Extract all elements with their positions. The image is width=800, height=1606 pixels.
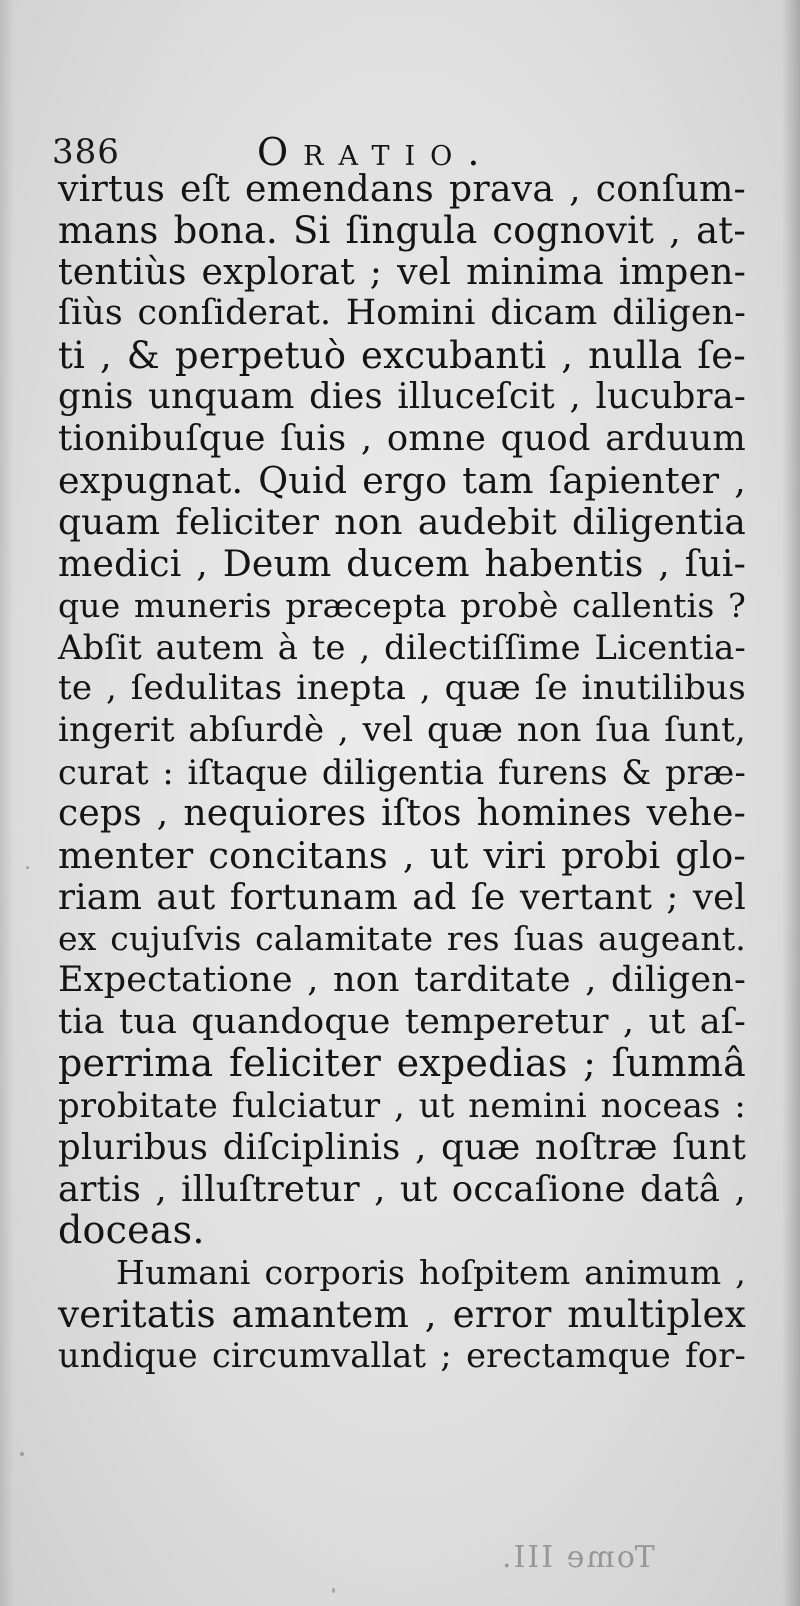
text-line: ingerit abſurdè , vel quæ non ſua ſunt, [58,709,746,750]
text-line: Expectatione , non tarditate , diligen- [58,960,746,1001]
text-line: virtus eſt emendans prava , conſum- [58,167,746,210]
text-line: pluribus diſciplinis , quæ noſtræ ſunt [58,1126,746,1168]
text-line: curat : iſtaque diligentia furens & præ- [58,752,746,792]
text-line: expugnat. Quid ergo tam ſapienter , [58,458,746,502]
paper-speck [332,1588,335,1593]
text-line: veritatis amantem , error multiplex [58,1291,746,1336]
text-line: perrima feliciter expedias ; ſummâ [58,1041,746,1086]
text-line: mans bona. Si ſingula cognovit , at- [58,208,746,252]
text-line: medici , Deum ducem habentis , ſui- [58,542,746,586]
paper-speck [20,1452,24,1456]
text-line: tia tua quandoque temperetur , ut aſ- [58,1001,746,1042]
text-line: ti , & perpetuò excubanti , nulla ſe- [58,333,746,377]
text-line: que muneris præcepta probè callentis ? [58,585,746,625]
text-line: ſiùs conſiderat. Homini dicam diligen- [58,293,746,334]
paper-speck [26,866,29,869]
text-line: doceas. [58,1208,205,1253]
text-line: quam feliciter non audebit diligentia [58,501,746,543]
text-line: gnis unquam dies illuceſcit , lucubra- [58,376,746,418]
body-text [58,168,746,1377]
page-number: 386 [52,132,120,172]
text-line: ex cujuſvis calamitate res ſuas augeant. [58,919,746,959]
text-line: te , ſedulitas inepta , quæ ſe inutilibus [58,668,746,709]
page-left-shadow [0,0,14,1606]
signature-mark: Tome III. [500,1540,655,1575]
text-line: tentiùs explorat ; vel minima impen- [58,250,746,294]
text-line: Humani corporis hoſpitem animum , [116,1252,746,1292]
text-line: tionibuſque ſuis , omne quod arduum [58,418,746,460]
text-line: undique circumvallat ; erectamque for- [58,1336,746,1376]
running-title: Oratio. [257,130,495,174]
text-line: artis , illuſtretur , ut occaſione datâ , [58,1168,746,1210]
text-line: riam aut fortunam ad ſe vertant ; vel [58,876,746,918]
text-line: menter concitans , ut viri probi glo- [58,834,746,877]
text-line: ceps , nequiores iſtos homines vehe- [58,792,746,835]
page-right-shadow [782,0,800,1606]
text-line: probitate fulciatur , ut nemini noceas : [58,1086,746,1126]
text-line: Abſit autem à te , dilectiſſime Licentia- [58,627,746,667]
